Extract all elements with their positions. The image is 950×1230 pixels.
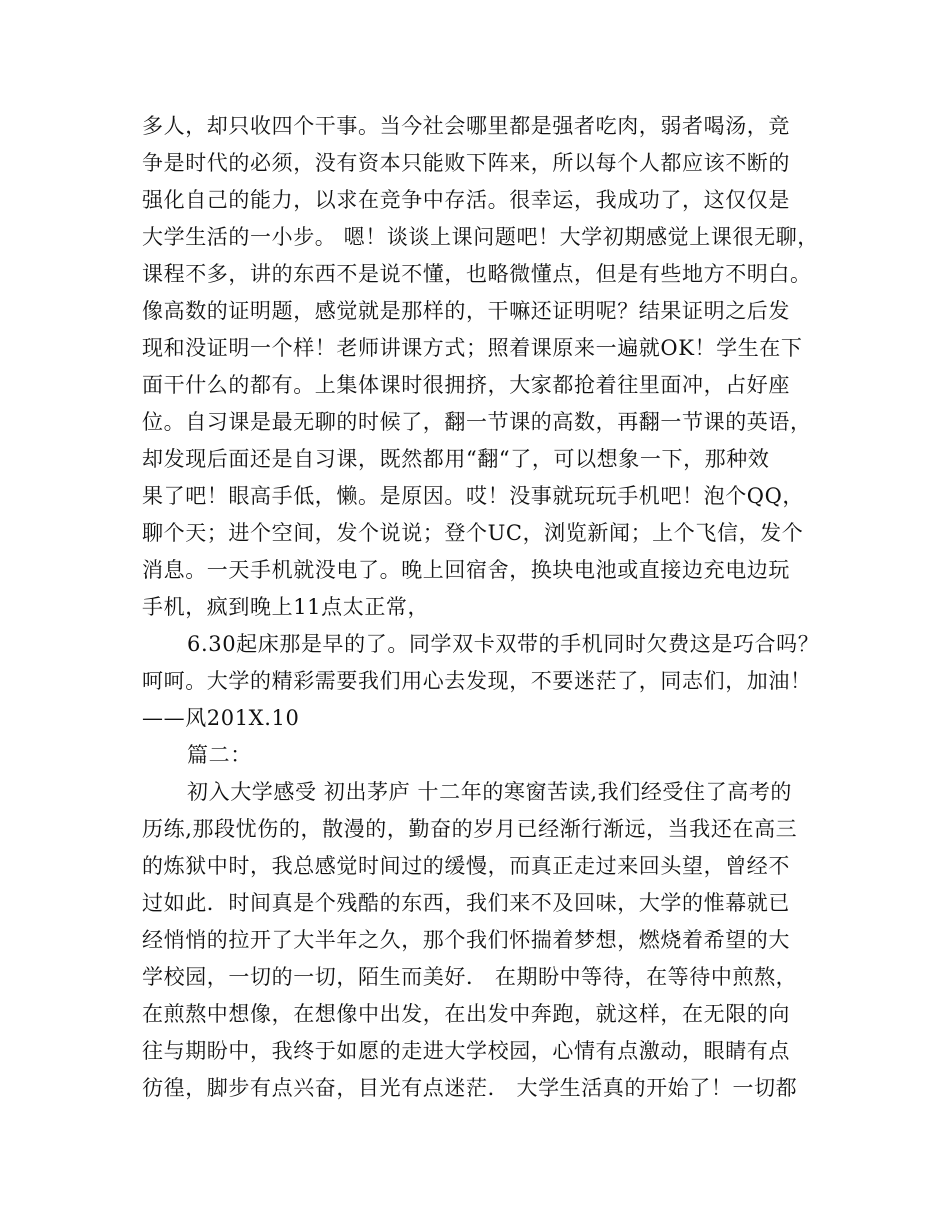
text-line: 果了吧！眼高手低，懒。是原因。哎！没事就玩玩手机吧！泡个QQ， (142, 484, 805, 508)
text-line: 往与期盼中，我终于如愿的走进大学校园，心情有点激动，眼睛有点 (142, 1039, 790, 1063)
text-line: 聊个天；进个空间，发个说说；登个UC，浏览新闻；上个飞信，发个 (142, 521, 804, 545)
text-line: 多人，却只收四个干事。当今社会哪里都是强者吃肉，弱者喝汤，竞 (142, 114, 790, 138)
text-line: 初入大学感受 初出茅庐 十二年的寒窗苦读,我们经受住了高考的 (187, 780, 793, 804)
text-line: 的炼狱中时，我总感觉时间过的缓慢，而真正走过来回头望，曾经不 (142, 854, 790, 878)
text-line: 消息。一天手机就没电了。晚上回宿舍，换块电池或直接边充电边玩 (142, 558, 790, 582)
text-line: 强化自己的能力，以求在竞争中存活。很幸运，我成功了，这仅仅是 (142, 188, 790, 212)
text-line: 手机，疯到晚上11点太正常， (142, 595, 430, 619)
text-line: 彷徨，脚步有点兴奋，目光有点迷茫． 大学生活真的开始了！一切都 (142, 1076, 798, 1100)
text-line: 大学生活的一小步。 嗯！谈谈上课问题吧！大学初期感觉上课很无聊， (142, 225, 819, 249)
section-heading: 篇二： (187, 743, 252, 767)
text-line: 过如此．时间真是个残酷的东西，我们来不及回味，大学的惟幕就已 (142, 891, 790, 915)
text-line: 却发现后面还是自习课，既然都用“翻“了，可以想象一下，那种效 (142, 447, 770, 471)
text-line: 6.30起床那是早的了。同学双卡双带的手机同时欠费这是巧合吗？ (187, 632, 820, 656)
text-line: 现和没证明一个样！老师讲课方式；照着课原来一遍就OK！学生在下 (142, 336, 803, 360)
text-line: 经悄悄的拉开了大半年之久，那个我们怀揣着梦想，燃烧着希望的大 (142, 928, 790, 952)
text-line: 学校园，一切的一切，陌生而美好． 在期盼中等待，在等待中煎熬， (142, 965, 798, 989)
text-line: 呵呵。大学的精彩需要我们用心去发现，不要迷茫了，同志们，加油！ (142, 669, 812, 693)
text-line: 位。自习课是最无聊的时候了，翻一节课的高数，再翻一节课的英语， (142, 410, 812, 434)
text-line: 争是时代的必须，没有资本只能败下阵来，所以每个人都应该不断的 (142, 151, 790, 175)
text-line: 像高数的证明题，感觉就是那样的，干嘛还证明呢？结果证明之后发 (142, 299, 790, 323)
text-line: 在煎熬中想像，在想像中出发，在出发中奔跑，就这样，在无限的向 (142, 1002, 790, 1026)
text-line: 历练,那段忧伤的，散漫的，勤奋的岁月已经渐行渐远，当我还在高三 (142, 817, 798, 841)
signature-line: ——风201X.10 (142, 706, 300, 730)
text-line: 课程不多，讲的东西不是说不懂，也略微懂点，但是有些地方不明白。 (142, 262, 812, 286)
text-line: 面干什么的都有。上集体课时很拥挤，大家都抢着往里面冲，占好座 (142, 373, 790, 397)
